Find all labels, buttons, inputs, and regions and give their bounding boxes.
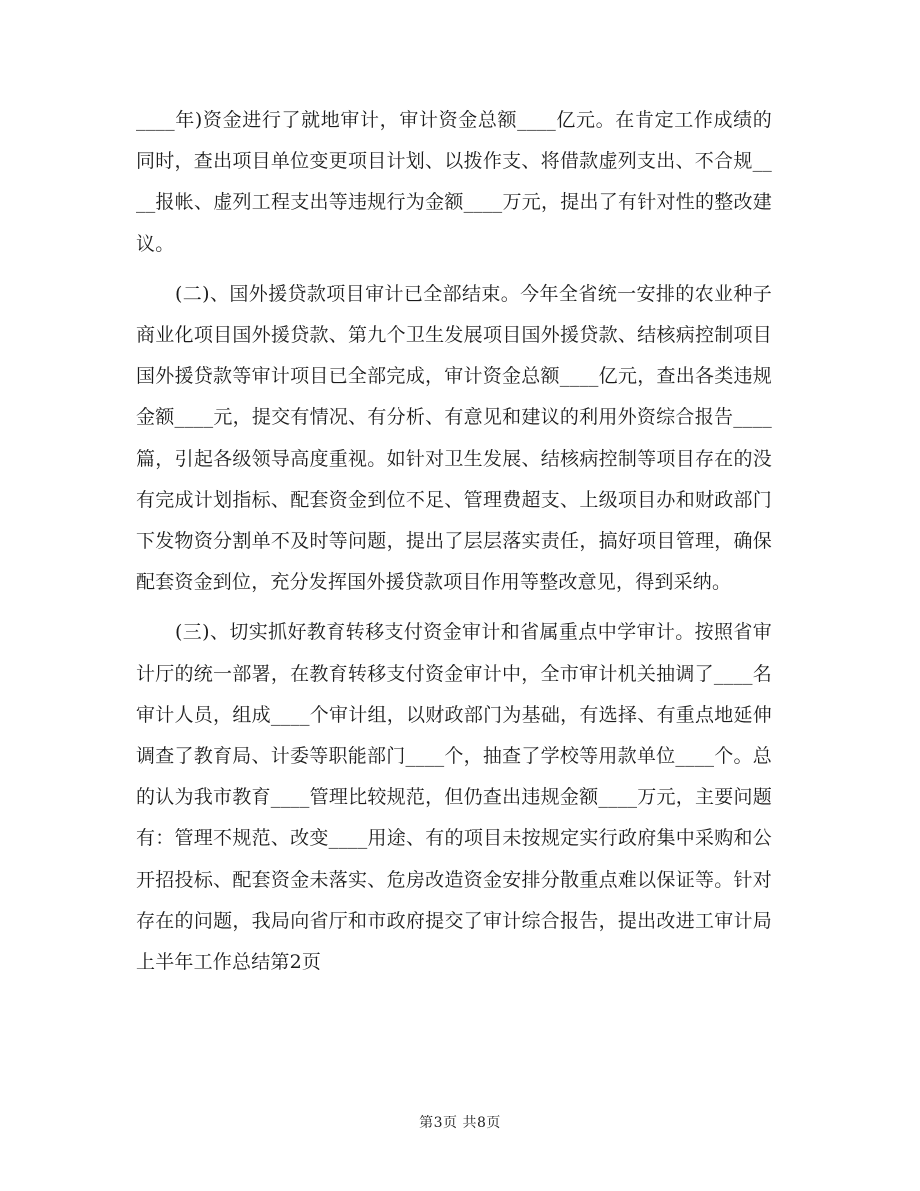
paragraph-continuation: ____年)资金进行了就地审计，审计资金总额____亿元。在肯定工作成绩的同时，查出项目单位变更项目计划、以拨作支、将借款虚列支出、不合规____报帐、虚列工程支出等违规行为金额____万元，提出了有针对性的整改建议。 xyxy=(136,109,772,255)
document-body xyxy=(136,100,772,992)
page-number-footer: 第3页 共8页 xyxy=(419,1115,501,1131)
paragraph-foreign-loan-audit: (二)、国外援贷款项目审计已全部结束。今年全省统一安排的农业种子商业化项目国外援贷款、第九个卫生发展项目国外援贷款、结核病控制项目国外援贷款等审计项目已全部完成，审计资金总额____亿元，查出各类违规金额____元，提交有情况、有分析、有意见和建议的利用外资综合报告____篇，引起各级领导高度重视。如针对卫生发展、结核病控制等项目存在的没有完成计划指标、配套资金到位不足、管理费超支、上级项目办和财政部门下发物资分割单不及时等问题，提出了层层落实责任，搞好项目管理，确保配套资金到位，充分发挥国外援贷款项目作用等整改意见，得到采纳。 xyxy=(136,282,772,594)
paragraph-education-audit: (三)、切实抓好教育转移支付资金审计和省属重点中学审计。按照省审计厅的统一部署，在教育转移支付资金审计中，全市审计机关抽调了____名审计人员，组成____个审计组，以财政部门为基础，有选择、有重点地延伸调查了教育局、计委等职能部门____个，抽查了学校等用款单位____个。总的认为我市教育____管理比较规范，但仍查出违规金额____万元，主要问题有：管理不规范、改变____用途、有的项目未按规定实行政府集中采购和公开招投标、配套资金未落实、危房改造资金安排分散重点难以保证等。针对存在的问题，我局向省厅和市政府提交了审计综合报告，提出改进工审计局上半年工作总结第2页 xyxy=(136,621,772,974)
